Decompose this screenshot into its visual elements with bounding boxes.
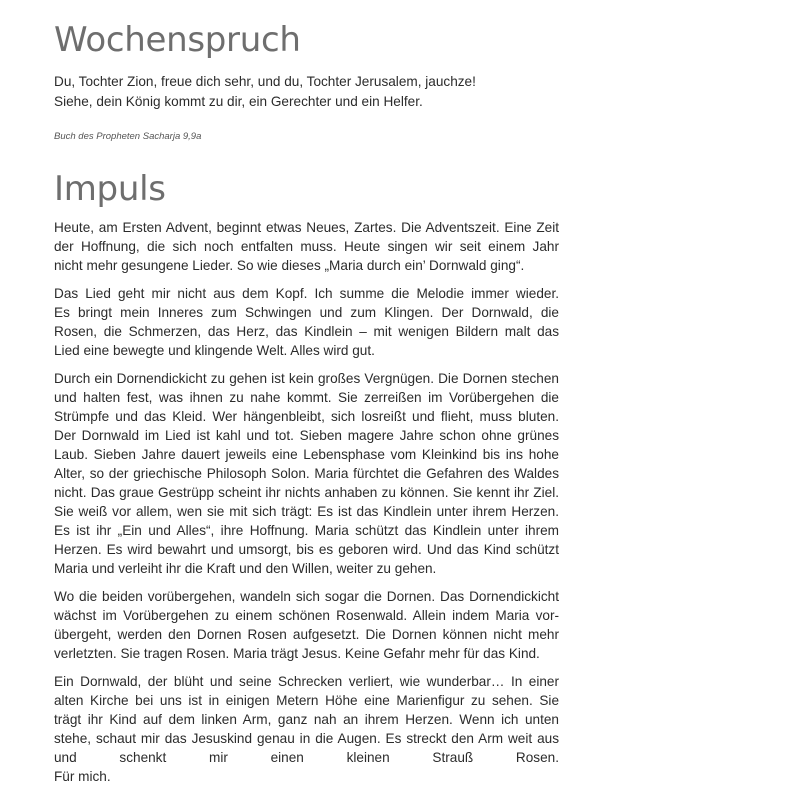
paragraph-line: trägt ihr Kind auf dem linken Arm, ganz nah an ihrem Herzen. Wenn ich unten	[54, 712, 559, 727]
impuls-body	[54, 218, 559, 786]
paragraph-line: Wo die beiden vorübergehen, wandeln sich sogar die Dornen. Das Dornendickicht	[54, 589, 559, 604]
paragraph-line: Alter, so der griechische Philosoph Solon. Maria fürchtet die Gefahren des Waldes	[54, 466, 559, 481]
paragraph-line: und schenkt mir einen kleinen Strauß Rosen.	[54, 750, 559, 765]
paragraph-line: Laub. Sieben Jahre dauert jeweils eine Lebensphase vom Kleinkind bis ins hohe	[54, 447, 559, 462]
paragraph-line: Rosen, die Schmerzen, das Herz, das Kindlein – mit wenigen Bildern malt das	[54, 324, 559, 339]
paragraph-line: Maria und verleiht ihr die Kraft und den Willen, weiter zu gehen.	[54, 561, 437, 576]
document-page	[54, 20, 559, 795]
wochenspruch-section	[54, 20, 559, 144]
paragraph-line: nicht mehr gesungene Lieder. So wie dieses „Maria durch ein’ Dornwald ging“.	[54, 258, 525, 273]
paragraph-line: und halten fest, was ihnen zu nahe kommt. Sie zerreißen im Vorübergehen die	[54, 390, 559, 405]
wochenspruch-heading: Wochenspruch	[54, 20, 301, 60]
paragraph-line: Der Dornwald im Lied ist kahl und tot. Sieben magere Jahre schon ohne grünes	[54, 428, 559, 443]
paragraph-line: der Hoffnung, die sich noch entfalten muss. Heute singen wir seit einem Jahr	[54, 239, 559, 254]
paragraph-line: übergeht, werden den Dornen Rosen aufgesetzt. Die Dornen können nicht mehr	[54, 627, 559, 642]
verse-source: Buch des Propheten Sacharja 9,9a	[54, 131, 202, 142]
paragraph-line: Für mich.	[54, 769, 111, 784]
paragraph-line: Es ist ihr „Ein und Alles“, ihre Hoffnung. Maria schützt das Kindlein unter ihrem	[54, 523, 559, 538]
paragraph-line: wächst im Vorübergehen zu einem schönen Rosenwald. Allein indem Maria vor-	[54, 608, 559, 623]
impuls-paragraph	[54, 369, 559, 578]
paragraph-line: Es bringt mein Inneres zum Schwingen und zum Klingen. Der Dornwald, die	[54, 305, 559, 320]
verse-line: Du, Tochter Zion, freue dich sehr, und du, Tochter Jerusalem, jauchze!	[54, 74, 476, 89]
paragraph-line: Heute, am Ersten Advent, beginnt etwas Neues, Zartes. Die Adventszeit. Eine Zeit	[54, 220, 559, 235]
paragraph-line: Das Lied geht mir nicht aus dem Kopf. Ich summe die Melodie immer wieder.	[54, 286, 559, 301]
impuls-paragraph	[54, 284, 559, 360]
verse-line: Siehe, dein König kommt zu dir, ein Gerechter und ein Helfer.	[54, 94, 423, 109]
paragraph-line: verletzten. Sie tragen Rosen. Maria trägt Jesus. Keine Gefahr mehr für das Kind.	[54, 646, 540, 661]
paragraph-line: Durch ein Dornendickicht zu gehen ist kein großes Vergnügen. Die Dornen stechen	[54, 371, 559, 386]
paragraph-line: Sie weiß vor allem, wen sie mit sich trägt: Es ist das Kindlein unter ihrem Herzen.	[54, 504, 559, 519]
paragraph-line: alten Kirche bei uns ist in einigen Metern Höhe eine Marienfigur zu sehen. Sie	[54, 693, 559, 708]
paragraph-line: Ein Dornwald, der blüht und seine Schrecken verliert, wie wunderbar… In einer	[54, 674, 559, 689]
impuls-section	[54, 169, 559, 786]
impuls-paragraph	[54, 218, 559, 275]
paragraph-line: Herzen. Es wird bewahrt und umsorgt, bis es geboren wird. Und das Kind schützt	[54, 542, 559, 557]
impuls-heading: Impuls	[54, 169, 166, 209]
paragraph-line: stehe, schaut mir das Jesuskind genau in die Augen. Es streckt den Arm weit aus	[54, 731, 559, 746]
paragraph-line: Lied eine bewegte und klingende Welt. Alles wird gut.	[54, 343, 375, 358]
weekly-verse	[54, 72, 559, 112]
paragraph-line: nicht. Das graue Gestrüpp scheint ihr nichts anhaben zu können. Sie kennt ihr Ziel.	[54, 485, 559, 500]
paragraph-line: Strümpfe und das Kleid. Wer hängenbleibt, sich losreißt und flieht, muss bluten.	[54, 409, 559, 424]
impuls-paragraph	[54, 672, 559, 786]
impuls-paragraph	[54, 587, 559, 663]
